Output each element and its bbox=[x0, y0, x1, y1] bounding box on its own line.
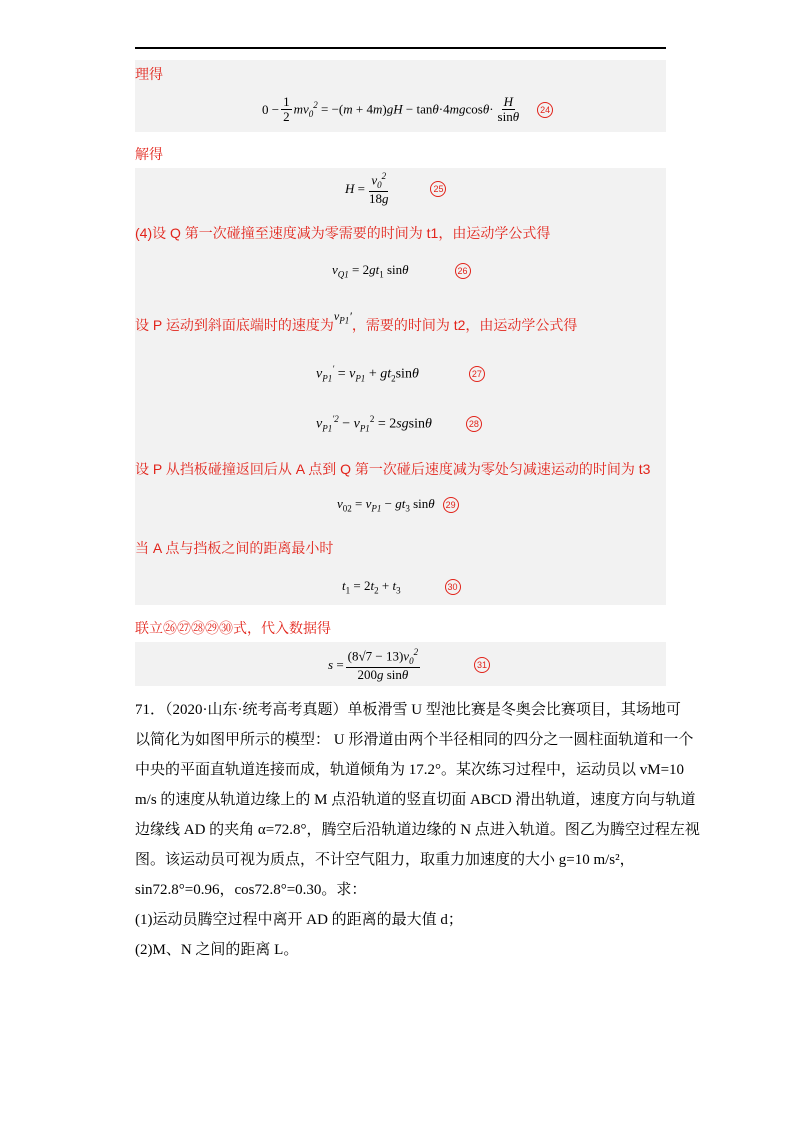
equation-29: $v_{02} = v_{P1} - gt_3$ sinθ 29 bbox=[337, 496, 459, 514]
marker-27: 27 bbox=[469, 366, 485, 382]
marker-24: 24 bbox=[537, 102, 553, 118]
equation-28: $v_{P1}^{'2} - v_{P1}^2 = 2sgsin\theta$ 28 bbox=[316, 414, 482, 433]
marker-25: 25 bbox=[430, 181, 446, 197]
marker-29: 29 bbox=[443, 497, 459, 513]
equation-31: s = $\frac{(8√7 - 13)v_0^2}{\text{200g sinθ}}$ 31 bbox=[328, 648, 490, 682]
label-lide: 理得 bbox=[135, 66, 163, 82]
label-p-return: 设 P 从挡板碰撞返回后从 A 点到 Q 第一次碰后速度减为零处匀减速运动的时间为 t3 bbox=[135, 461, 651, 477]
label-step4: (4)设 Q 第一次碰撞至速度减为零需要的时间为 t1，由运动学公式得 bbox=[135, 225, 551, 241]
question-1: (1)运动员腾空过程中离开 AD 的距离的最大值 d； bbox=[135, 912, 463, 928]
problem-line: 以简化为如图甲所示的模型： U 形滑道由两个半径相同的四分之一圆柱面轨道和一个 bbox=[135, 732, 694, 748]
problem-line: sin72.8°=0.96，cos72.8°=0.30。求： bbox=[135, 882, 367, 898]
question-2: (2)M、N 之间的距离 L。 bbox=[135, 942, 299, 958]
header-rule bbox=[135, 47, 666, 49]
problem-71 bbox=[135, 695, 700, 965]
equation-27: $v_{P1}' = v_{P1} + gt_2\sin\theta$ 27 bbox=[316, 364, 485, 383]
label-p-line: 设 P 运动到斜面底端时的速度为$v_{P1}'$，需要的时间为 t2，由运动学公式得 bbox=[135, 309, 578, 333]
equation-25: H = $\frac{v_0^2}{18g}$ 25 bbox=[345, 172, 446, 206]
problem-line: 边缘线 AD 的夹角 α=72.8°，腾空后沿轨道边缘的 N 点进入轨道。图乙为腾空过程左视 bbox=[135, 822, 700, 838]
label-min-dist: 当 A 点与挡板之间的距离最小时 bbox=[135, 540, 334, 556]
label-jiede: 解得 bbox=[135, 146, 163, 162]
problem-line: m/s 的速度从轨道边缘上的 M 点沿轨道的竖直切面 ABCD 滑出轨道，速度方向与轨道 bbox=[135, 792, 696, 808]
marker-26: 26 bbox=[455, 263, 471, 279]
equation-26: $v_{Q1} = 2gt_1$ sinθ 26 bbox=[332, 262, 471, 280]
equation-24: 0 − $\frac{1}{2}$ $mv_0^2 = -(m + 4m)gH - \tan\theta\cdot 4mgcos\theta\cdot$ $\frac{H}{\sin\theta}$ 24 bbox=[262, 95, 553, 125]
problem-line: 图。该运动员可视为质点，不计空气阻力，取重力加速度的大小 g=10 m/s²， bbox=[135, 852, 635, 868]
marker-31: 31 bbox=[474, 657, 490, 673]
label-combine: 联立㉖㉗㉘㉙㉚式，代入数据得 bbox=[135, 620, 331, 636]
problem-line: 中央的平面直轨道连接而成，轨道倾角为 17.2°。某次练习过程中，运动员以 vM=10 bbox=[135, 762, 685, 778]
problem-line: 71．（2020·山东·统考高考真题）单板滑雪 U 型池比赛是冬奥会比赛项目，其场地可 bbox=[135, 702, 681, 718]
equation-30: $t_1 = 2t_2 + t_3$ 30 bbox=[342, 578, 461, 596]
marker-30: 30 bbox=[445, 579, 461, 595]
marker-28: 28 bbox=[466, 416, 482, 432]
